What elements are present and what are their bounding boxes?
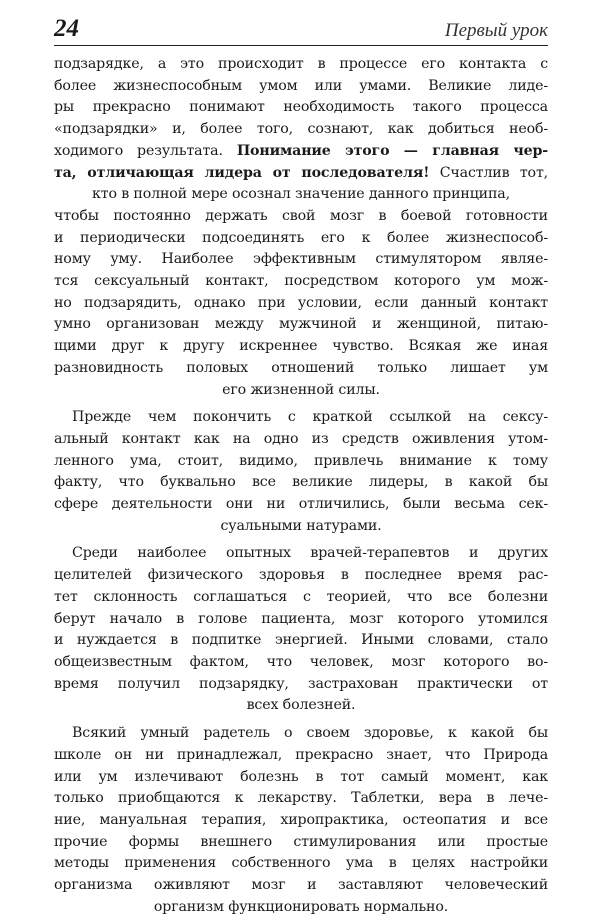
text-line xyxy=(54,163,548,185)
text-line: Среди наиболее опытных врачей-терапевтов и других xyxy=(72,545,548,562)
bold-text-run: Понимание этого — главная чер- xyxy=(236,142,548,159)
text-line: но подзарядить, однако при условии, если данный контакт xyxy=(54,294,548,311)
page-body xyxy=(54,54,548,918)
text-line: более жизнеспособным умом или умами. Великие лиде- xyxy=(54,77,548,94)
text-line: щими друг к другу искреннее чувство. Всякая же иная xyxy=(54,338,548,355)
text-line: организма оживляют мозг и заставляют человеческий xyxy=(54,877,548,894)
paragraph xyxy=(54,543,548,717)
page-header xyxy=(54,12,548,46)
text-line: суальными натурами. xyxy=(220,517,382,534)
text-line: сфере деятельности они ни отличились, были весьма сек- xyxy=(54,496,548,513)
text-line: ному уму. Наиболее эффективным стимулятором являе- xyxy=(54,251,548,268)
text-line: ние, мануальная терапия, хиропрактика, остеопатия и все xyxy=(54,811,548,828)
bold-text-run: та, отличающая лидера от последователя! xyxy=(54,164,430,181)
text-line: альный контакт как на одно из средств оживления утом- xyxy=(54,430,548,447)
text-line: только приобщаются к лекарству. Таблетки, вера в лече- xyxy=(54,790,548,807)
text-line: время получил подзарядку, застрахован практически от xyxy=(54,675,548,692)
page-number: 24 xyxy=(54,15,79,42)
text-line: кто в полной мере осознал значение данного принципа, xyxy=(92,186,510,203)
text-line: его жизненной силы. xyxy=(222,381,380,398)
text-line: «подзарядки» и, более того, сознают, как добиться необ- xyxy=(54,121,548,138)
text-line: берут начало в голове пациента, мозг которого утомился xyxy=(54,610,548,627)
text-line: и периодически подсоединять его к более жизнеспособ- xyxy=(54,229,548,246)
paragraph xyxy=(54,407,548,537)
text-line: чтобы постоянно держать свой мозг в боевой готовности xyxy=(54,207,548,224)
text-line: факту, что буквально все великие лидеры, в какой бы xyxy=(54,474,548,491)
text-line: тся сексуальный контакт, посредством которого ум мож- xyxy=(54,273,548,290)
text-line: общеизвестным фактом, что человек, мозг которого во- xyxy=(54,653,548,670)
running-title: Первый урок xyxy=(444,20,548,41)
text-line: или ум излечивают болезнь в тот самый момент, как xyxy=(54,768,548,785)
text-line: тет склонность соглашаться с теорией, что все болезни xyxy=(54,588,548,605)
text-line: прочие формы внешнего стимулирования или простые xyxy=(54,833,548,850)
text-line: Прежде чем покончить с краткой ссылкой на сексу- xyxy=(72,409,548,426)
text-line: умно организован между мужчиной и женщиной, питаю- xyxy=(54,316,548,333)
paragraph xyxy=(54,54,548,401)
text-line: ленного ума, стоит, видимо, привлечь внимание к тому xyxy=(54,452,548,469)
text-line: организм функционировать нормально. xyxy=(153,898,449,915)
text-line: и нуждается в подпитке энергией. Иными словами, стало xyxy=(54,632,548,649)
paragraph xyxy=(54,723,548,918)
text-line: школе он ни принадлежал, прекрасно знает, что Природа xyxy=(54,746,548,763)
text-line: целителей физического здоровья в последнее время рас- xyxy=(54,567,548,584)
text-line: подзарядке, а это происходит в процессе его контакта с xyxy=(54,56,548,72)
text-line: разновидность половых отношений только лишает ум xyxy=(54,359,548,376)
text-line: ры прекрасно понимают необходимость такого процесса xyxy=(54,99,548,116)
text-run: Счастлив тот, xyxy=(429,164,548,181)
text-run: ходимого результата. xyxy=(54,142,237,159)
text-line: всех болезней. xyxy=(246,697,356,714)
text-line: Всякий умный радетель о своем здоровье, к какой бы xyxy=(72,725,548,742)
text-line: методы применения собственного ума в целях настройки xyxy=(54,855,548,872)
text-line xyxy=(54,141,548,163)
